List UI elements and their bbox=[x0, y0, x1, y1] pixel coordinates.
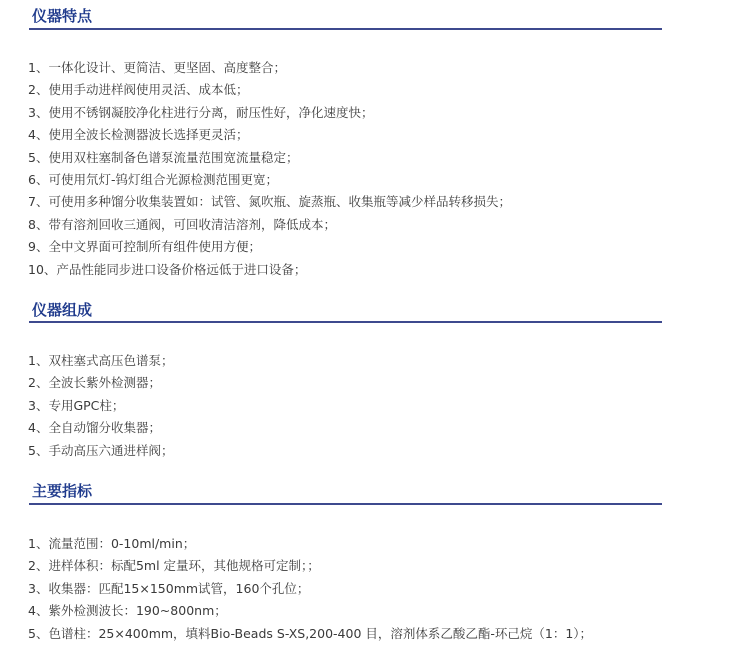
list-item: 2、使用手动进样阀使用灵活、成本低； bbox=[28, 82, 249, 98]
list-item: 1、流量范围：0-10ml/min； bbox=[28, 536, 196, 551]
list-item: 2、进样体积：标配5ml 定量环，其他规格可定制；； bbox=[28, 558, 320, 574]
list-item: 1、双柱塞式高压色谱泵； bbox=[28, 353, 174, 368]
list-item: 7、可使用多种馏分收集装置如：试管、氮吹瓶、旋蒸瓶、收集瓶等减少样品转移损失； bbox=[28, 194, 511, 210]
list-item: 3、专用GPC柱； bbox=[28, 397, 125, 413]
list-item: 5、手动高压六通进样阀； bbox=[28, 442, 174, 458]
list-item: 1、一体化设计、更简洁、更坚固、高度整合； bbox=[28, 60, 286, 75]
section-title: 仪器特点 bbox=[32, 7, 93, 25]
section-title: 主要指标 bbox=[32, 482, 93, 500]
list-item: 5、使用双柱塞制备色谱泵流量范围宽流量稳定； bbox=[28, 149, 299, 165]
list-item: 6、可使用氘灯-钨灯组合光源检测范围更宽； bbox=[28, 172, 278, 188]
list-item: 5、色谱柱：25×400mm，填料Bio-Beads S-XS,200-400 目，溶剂体系乙酸乙酯-环己烷（1：1）； bbox=[28, 625, 593, 641]
section-title: 仪器组成 bbox=[32, 301, 93, 319]
section-divider bbox=[29, 28, 662, 30]
list-item: 4、紫外检测波长：190~800nm； bbox=[28, 603, 227, 619]
list-item: 4、全自动馏分收集器； bbox=[28, 420, 161, 436]
list-item: 3、使用不锈钢凝胶净化柱进行分离，耐压性好，净化速度快； bbox=[28, 104, 374, 120]
list-item: 4、使用全波长检测器波长选择更灵活； bbox=[28, 127, 249, 143]
list-item: 2、全波长紫外检测器； bbox=[28, 375, 161, 391]
list-item: 9、全中文界面可控制所有组件使用方便； bbox=[28, 239, 261, 255]
section-divider bbox=[29, 503, 662, 505]
specification-list bbox=[28, 533, 592, 645]
list-item: 10、产品性能同步进口设备价格远低于进口设备； bbox=[28, 261, 307, 277]
feature-list bbox=[28, 57, 511, 281]
section-divider bbox=[29, 321, 662, 323]
list-item: 8、带有溶剂回收三通阀，可回收清洁溶剂，降低成本； bbox=[28, 216, 336, 232]
composition-list bbox=[28, 350, 173, 462]
list-item: 3、收集器：匹配15×150mm试管，160个孔位； bbox=[28, 580, 310, 596]
